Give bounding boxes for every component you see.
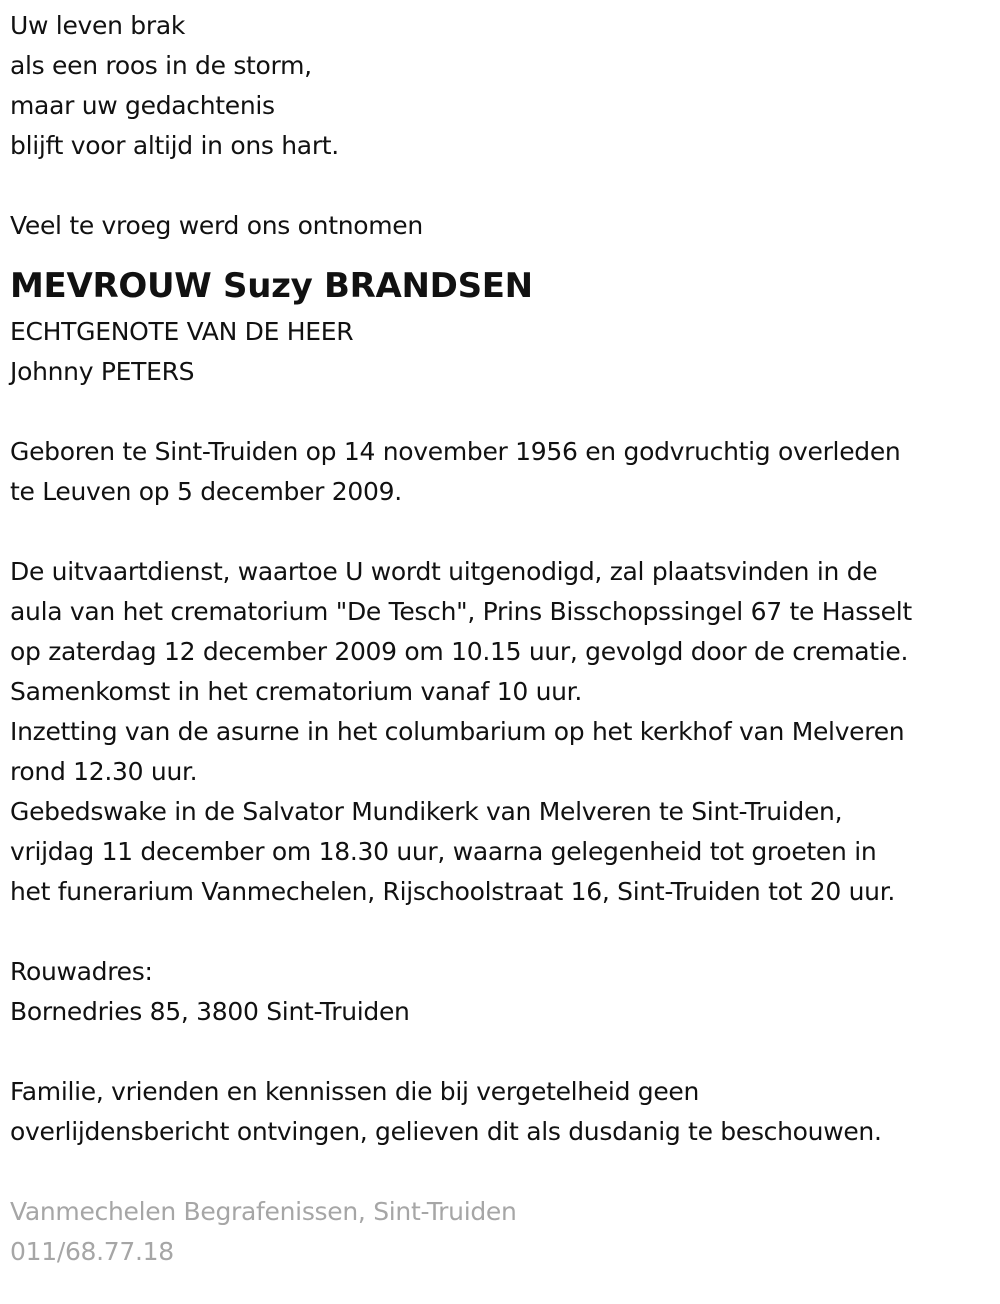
address-label: Rouwadres: <box>10 957 153 986</box>
mourning-address <box>10 952 995 1032</box>
spacer <box>10 912 995 952</box>
funeral-home-phone: 011/68.77.18 <box>10 1237 174 1266</box>
paragraph-line: overlijdensbericht ontvingen, gelieven dit als dusdanig te beschouwen. <box>10 1117 882 1146</box>
poem-line: Uw leven brak <box>10 11 186 40</box>
spacer <box>10 1032 995 1072</box>
paragraph-line: aula van het crematorium "De Tesch", Prins Bisschopssingel 67 te Hasselt <box>10 597 912 626</box>
birth-death-paragraph <box>10 432 995 512</box>
paragraph-line: het funerarium Vanmechelen, Rijschoolstraat 16, Sint-Truiden tot 20 uur. <box>10 877 896 906</box>
paragraph-line: vrijdag 11 december om 18.30 uur, waarna gelegenheid tot groeten in <box>10 837 877 866</box>
paragraph-line: Gebedswake in de Salvator Mundikerk van Melveren te Sint-Truiden, <box>10 797 843 826</box>
ceremony-paragraph <box>10 552 995 912</box>
paragraph-line: De uitvaartdienst, waartoe U wordt uitgenodigd, zal plaatsvinden in de <box>10 557 878 586</box>
obituary-document <box>10 6 995 1272</box>
notice-paragraph <box>10 1072 995 1152</box>
spacer <box>10 392 995 432</box>
deceased-name: MEVROUW Suzy BRANDSEN <box>10 266 533 306</box>
spacer <box>10 1152 995 1192</box>
relation-text: ECHTGENOTE VAN DE HEER <box>10 317 354 346</box>
address-value: Bornedries 85, 3800 Sint-Truiden <box>10 997 410 1026</box>
spacer <box>10 166 995 206</box>
paragraph-line: rond 12.30 uur. <box>10 757 198 786</box>
paragraph-line: op zaterdag 12 december 2009 om 10.15 uur, gevolgd door de crematie. <box>10 637 909 666</box>
paragraph-line: te Leuven op 5 december 2009. <box>10 477 402 506</box>
paragraph-line: Familie, vrienden en kennissen die bij vergetelheid geen <box>10 1077 700 1106</box>
poem-line: blijft voor altijd in ons hart. <box>10 131 339 160</box>
funeral-home-footer <box>10 1192 995 1272</box>
intro-text: Veel te vroeg werd ons ontnomen <box>10 211 423 240</box>
poem-line: maar uw gedachtenis <box>10 91 275 120</box>
poem-line: als een roos in de storm, <box>10 51 312 80</box>
funeral-home-name: Vanmechelen Begrafenissen, Sint-Truiden <box>10 1197 517 1226</box>
spacer <box>10 512 995 552</box>
paragraph-line: Geboren te Sint-Truiden op 14 november 1956 en godvruchtig overleden <box>10 437 901 466</box>
poem <box>10 6 995 166</box>
paragraph-line: Samenkomst in het crematorium vanaf 10 uur. <box>10 677 582 706</box>
paragraph-line: Inzetting van de asurne in het columbarium op het kerkhof van Melveren <box>10 717 905 746</box>
spouse-name: Johnny PETERS <box>10 357 195 386</box>
